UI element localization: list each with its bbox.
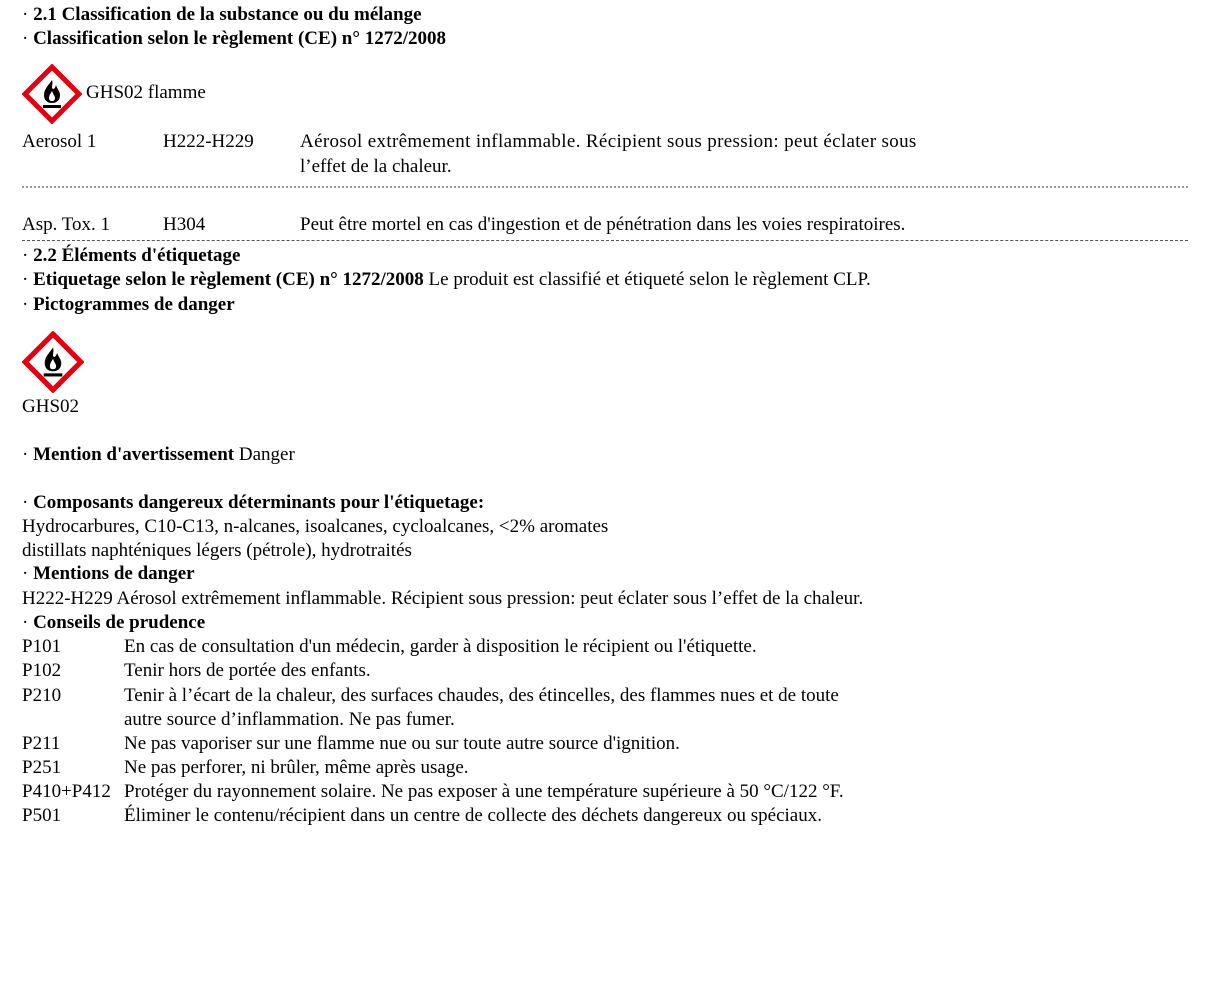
pictograms-heading-text: Pictogrammes de danger bbox=[33, 294, 235, 315]
bullet: · bbox=[22, 444, 29, 465]
bullet: · bbox=[22, 269, 29, 290]
heading-text: 2.2 Éléments d'étiquetage bbox=[33, 245, 241, 266]
signal-word-label: Mention d'avertissement bbox=[33, 444, 235, 465]
bullet: · bbox=[22, 492, 29, 513]
subheading-text: Classification selon le règlement (CE) n° 1272/2008 bbox=[33, 28, 446, 49]
hazard-statement: H222-H229 Aérosol extrêmement inflammable. Récipient sous pression: peut éclater sous l’effet de la chaleur. bbox=[22, 588, 864, 609]
heading-text: 2.1 Classification de la substance ou du mélange bbox=[33, 4, 422, 25]
component-item: distillats naphténiques légers (pétrole), hydrotraités bbox=[22, 540, 412, 561]
bullet: · bbox=[22, 28, 29, 49]
ghs02-flame-icon bbox=[22, 331, 84, 393]
precaution-text: Éliminer le contenu/récipient dans un centre de collecte des déchets dangereux ou spéciaux. bbox=[124, 805, 822, 826]
precaution-text: Tenir à l’écart de la chaleur, des surfaces chaudes, des étincelles, des flammes nues et de toute bbox=[124, 685, 839, 706]
hazard-statements-heading-text: Mentions de danger bbox=[33, 563, 195, 584]
bullet: · bbox=[22, 612, 29, 633]
precaution-text: En cas de consultation d'un médecin, garder à disposition le récipient ou l'étiquette. bbox=[124, 636, 757, 657]
precaution-code: P501 bbox=[22, 805, 62, 826]
precaution-text: Protéger du rayonnement solaire. Ne pas exposer à une température supérieure à 50 °C/122 °F. bbox=[124, 781, 844, 802]
precaution-heading-text: Conseils de prudence bbox=[33, 612, 206, 633]
row-category: Aerosol 1 bbox=[22, 131, 97, 152]
row-hazard-code: H222-H229 bbox=[163, 131, 254, 152]
precaution-code: P251 bbox=[22, 757, 62, 778]
row-hazard-text: Peut être mortel en cas d'ingestion et de pénétration dans les voies respiratoires. bbox=[300, 214, 906, 235]
bullet: · bbox=[22, 4, 29, 25]
row-category: Asp. Tox. 1 bbox=[22, 214, 111, 235]
section-2-1-heading bbox=[22, 4, 422, 26]
labelling-text: Le produit est classifié et étiqueté selon le règlement CLP. bbox=[428, 269, 871, 290]
hazard-statements-heading bbox=[22, 563, 195, 585]
row-hazard-text-cont: l’effet de la chaleur. bbox=[300, 156, 452, 177]
precaution-text-cont: autre source d’inflammation. Ne pas fumer. bbox=[124, 709, 455, 730]
components-heading bbox=[22, 492, 484, 514]
bullet: · bbox=[22, 563, 29, 584]
classification-subheading bbox=[22, 28, 446, 50]
section-2-2-heading bbox=[22, 245, 240, 267]
precaution-code: P210 bbox=[22, 685, 62, 706]
ghs02-flame-icon bbox=[22, 64, 82, 124]
precaution-text: Ne pas perforer, ni brûler, même après usage. bbox=[124, 757, 469, 778]
labelling-line bbox=[22, 269, 871, 291]
precaution-code: P102 bbox=[22, 660, 62, 681]
pictogram-code: GHS02 bbox=[22, 396, 80, 417]
row-hazard-text: Aérosol extrêmement inflammable. Récipient sous pression: peut éclater sous bbox=[300, 131, 917, 152]
precaution-text: Tenir hors de portée des enfants. bbox=[124, 660, 371, 681]
pictogram-label: GHS02 flamme bbox=[86, 82, 206, 103]
signal-word: Danger bbox=[238, 444, 295, 465]
precaution-text: Ne pas vaporiser sur une flamme nue ou sur toute autre source d'ignition. bbox=[124, 733, 680, 754]
dashed-divider bbox=[22, 240, 1188, 241]
bullet: · bbox=[22, 294, 29, 315]
row-hazard-code: H304 bbox=[163, 214, 206, 235]
components-heading-text: Composants dangereux déterminants pour l'étiquetage: bbox=[33, 492, 485, 513]
precaution-code: P410+P412 bbox=[22, 781, 111, 802]
component-item: Hydrocarbures, C10-C13, n-alcanes, isoalcanes, cycloalcanes, <2% aromates bbox=[22, 516, 609, 537]
precaution-heading bbox=[22, 612, 205, 634]
pictograms-heading bbox=[22, 294, 235, 316]
labelling-bold: Etiquetage selon le règlement (CE) n° 1272/2008 bbox=[33, 269, 424, 290]
precaution-code: P211 bbox=[22, 733, 61, 754]
bullet: · bbox=[22, 245, 29, 266]
precaution-code: P101 bbox=[22, 636, 62, 657]
signal-word-line bbox=[22, 444, 295, 466]
dotted-divider bbox=[22, 186, 1188, 188]
